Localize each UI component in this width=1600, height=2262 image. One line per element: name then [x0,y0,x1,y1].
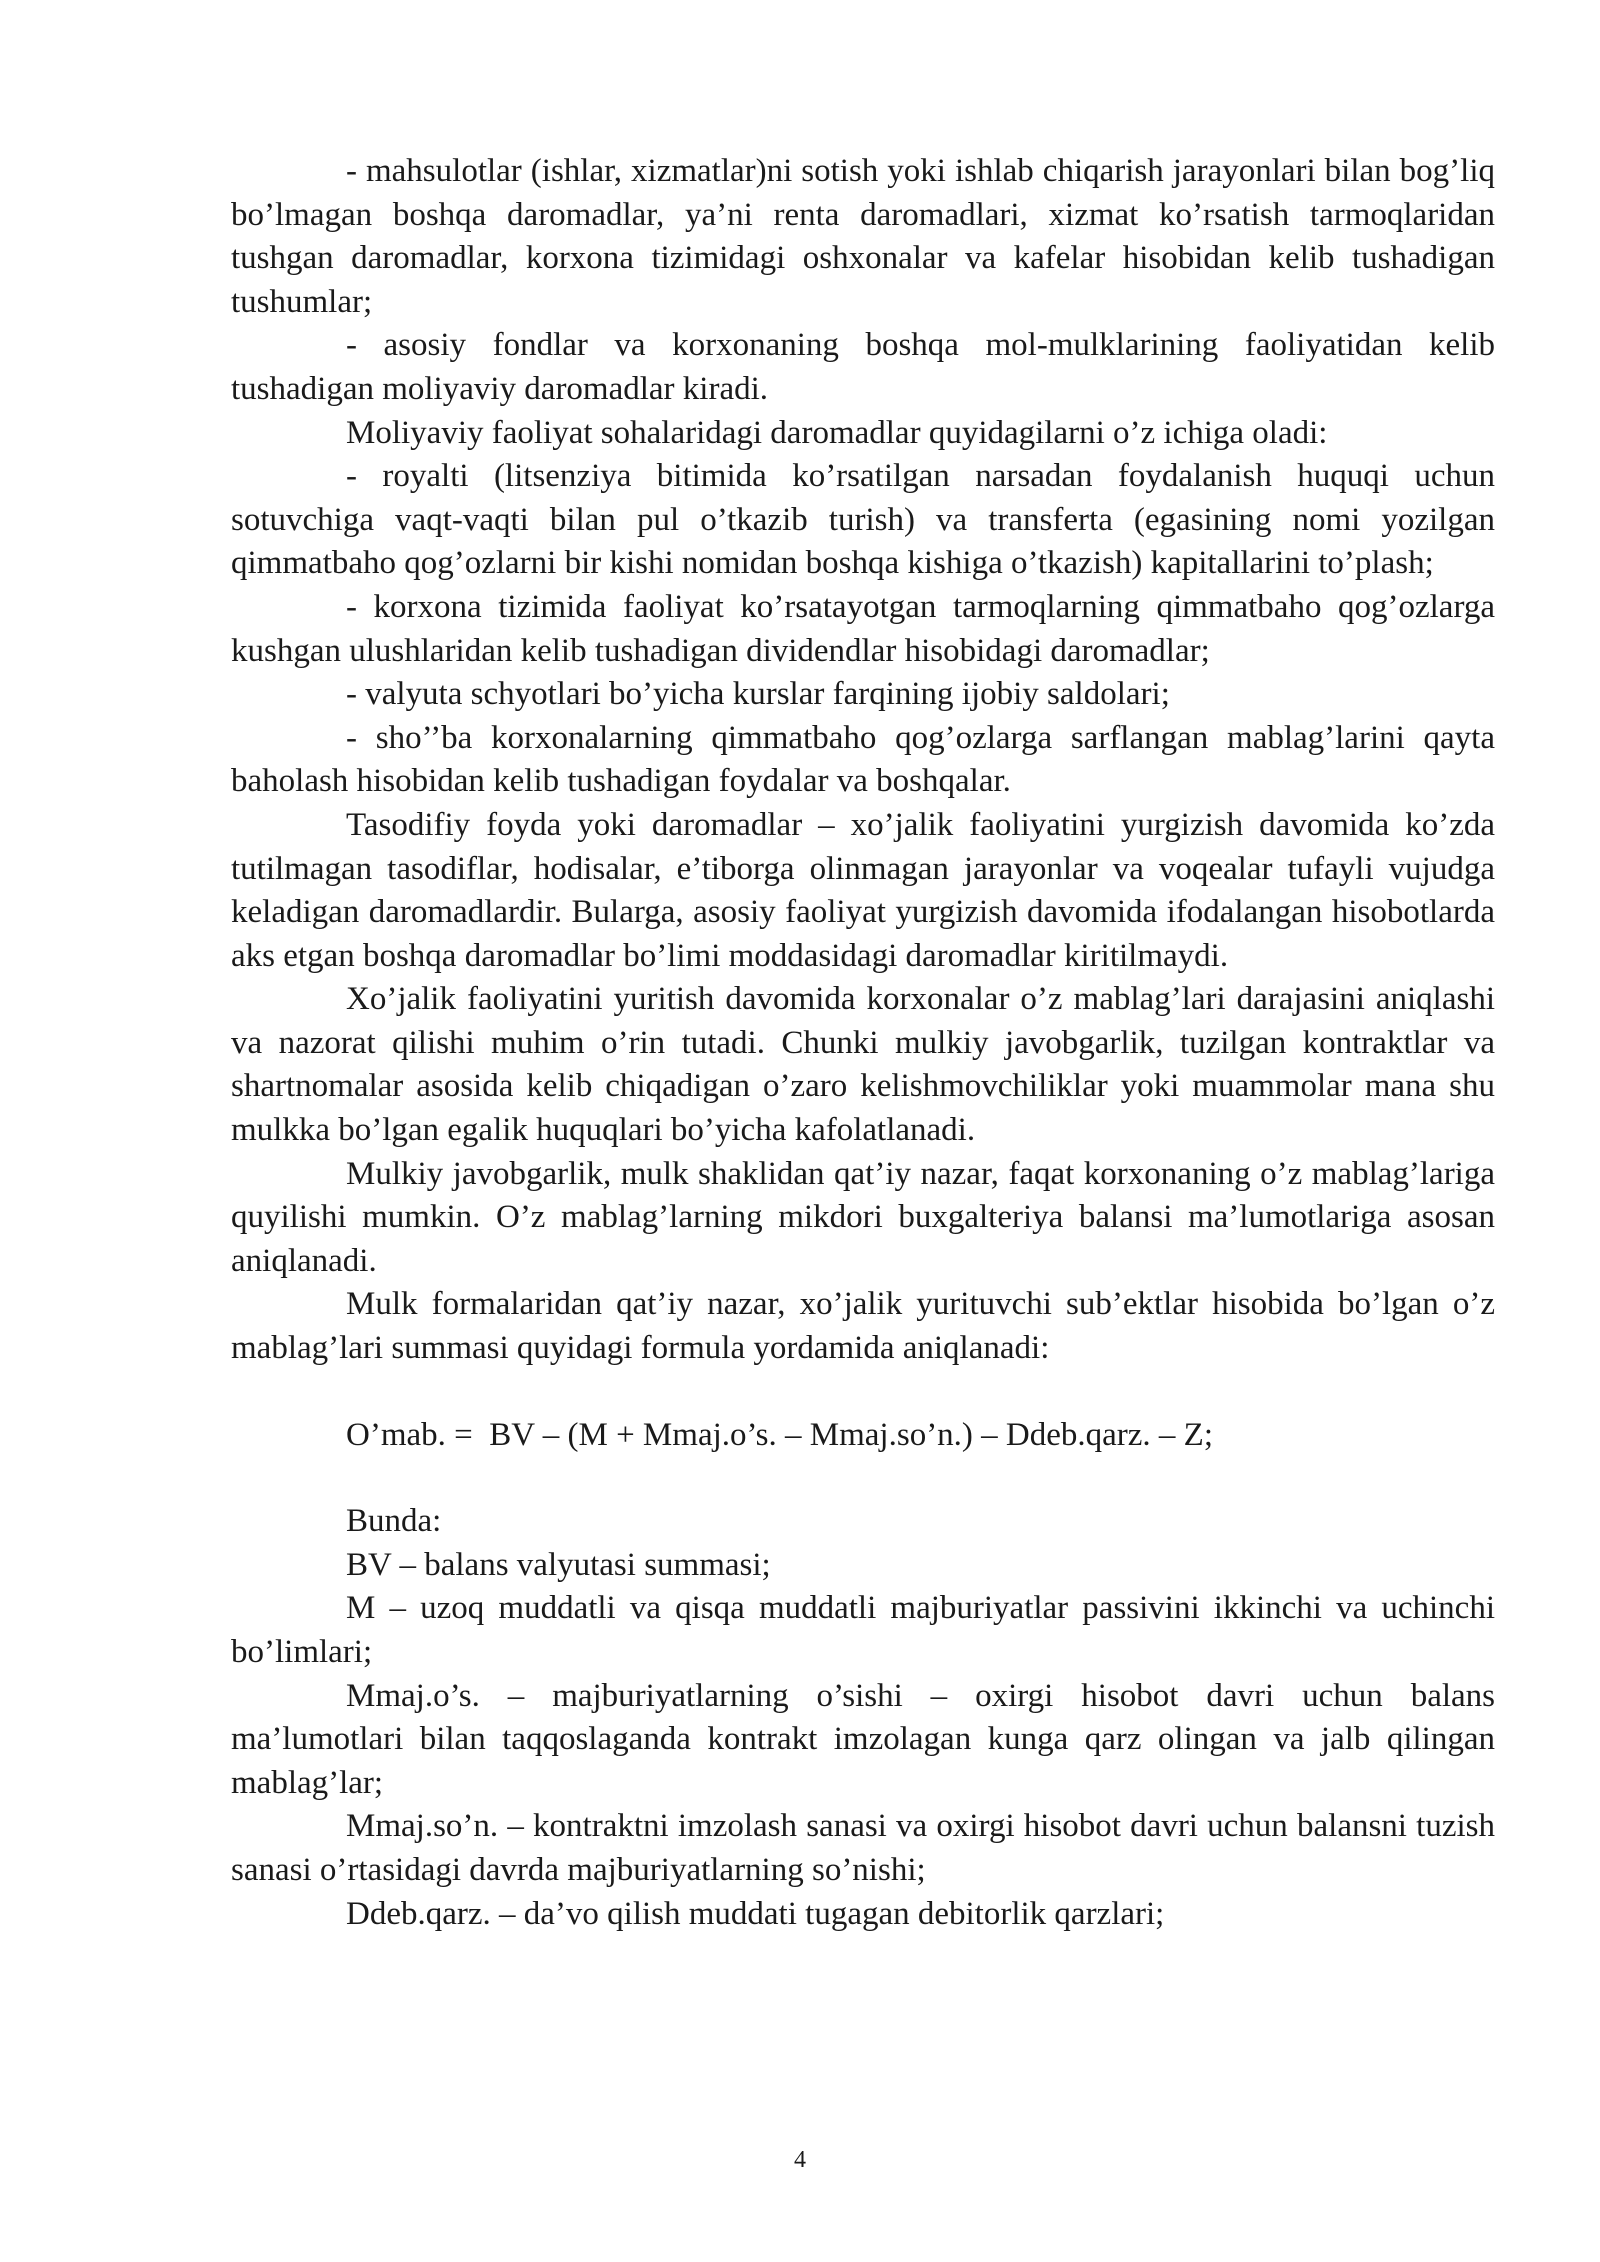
paragraph-own-funds-control: Xo’jalik faoliyatini yuritish davomida korxonalar o’z mablag’lari darajasini aniqlashi va nazorat qilishi muhim o’rin tutadi. Chunki mulkiy javobgarlik, tuzilgan kontraktlar va shartnomalar asosida kelib chiqadigan o’zaro kelishmovchiliklar yoki muammolar mana shu mulkka bo’lgan egalik huquqlari bo’yicha kafolatlanadi. [231,981,1495,1149]
paragraph-dividends: - korxona tizimida faoliyat ko’rsatayotgan tarmoqlarning qimmatbaho qog’ozlarga kushgan ulushlaridan kelib tushadigan dividendlar hisobidagi daromadlar; [231,588,1495,669]
paragraph-random-income: Tasodifiy foyda yoki daromadlar – xo’jalik faoliyatini yurgizish davomida ko’zda tutilmagan tasodiflar, hodisalar, e’tiborga olinmagan jarayonlar va voqealar tufayli vujudga keladigan daromadlardir. Bularga, asosiy faoliyat yurgizish davomida ifodalangan hisobotlarda aks etgan boshqa daromadlar bo’limi moddasidagi daromadlar kiritilmaydi. [231,806,1495,974]
definition-mmaj-os: Mmaj.o’s. – majburiyatlarning o’sishi – oxirgi hisobot davri uchun balans ma’lumotlari bilan taqqoslaganda kontrakt imzolagan kunga qarz olingan va jalb qilingan mablag’lar; [231,1677,1495,1801]
definition-m: M – uzoq muddatli va qisqa muddatli majburiyatlar passivini ikkinchi va uchinchi bo’limlari; [231,1590,1495,1670]
definitions-heading: Bunda: [346,1503,442,1540]
paragraph-non-sales-income: - mahsulotlar (ishlar, xizmatlar)ni sotish yoki ishlab chiqarish jarayonlari bilan bog’liq bo’lmagan boshqa daromadlar, ya’ni renta daromadlari, xizmat ko’rsatish tarmoqlaridan tushgan daromadlar, korxona tizimidagi oshxonalar va kafelar hisobidan kelib tushadigan tushumlar; [231,153,1495,320]
paragraph-royalty: - royalti (litsenziya bitimida ko’rsatilgan narsadan foydalanish huquqi uchun sotuvchiga vaqt-vaqti bilan pul o’tkazib turish) va transferta (egasining nomi yozilgan qimmatbaho qog’ozlarni bir kishi nomidan boshqa kishiga o’tkazish) kapitallarini to’plash; [231,458,1495,582]
definition-mmaj-son: Mmaj.so’n. – kontraktni imzolash sanasi va oxirgi hisobot davri uchun balansni tuzish sanasi o’rtasidagi davrda majburiyatlarning so’nishi; [231,1808,1495,1888]
paragraph-financial-income: - asosiy fondlar va korxonaning boshqa mol-mulklarining faoliyatidan kelib tushadigan moliyaviy daromadlar kiradi. [231,327,1495,407]
definition-bv: BV – balans valyutasi summasi; [346,1546,771,1583]
definition-ddeb-qarz: Ddeb.qarz. – da’vo qilish muddati tugagan debitorlik qarzlari; [346,1895,1165,1932]
own-funds-formula: O’mab. = BV – (M + Mmaj.o’s. – Mmaj.so’n.) – Ddeb.qarz. – Z; [346,1416,1214,1453]
paragraph-financial-activity-intro: Moliyaviy faoliyat sohalaridagi daromadlar quyidagilarni o’z ichiga oladi: [346,414,1328,451]
paragraph-property-liability: Mulkiy javobgarlik, mulk shaklidan qat’iy nazar, faqat korxonaning o’z mablag’lariga quyilishi mumkin. O’z mablag’larning mikdori buxgalteriya balansi ma’lumotlariga asosan aniqlanadi. [231,1155,1495,1279]
paragraph-formula-intro: Mulk formalaridan qat’iy nazar, xo’jalik yurituvchi sub’ektlar hisobida bo’lgan o’z mablag’lari summasi quyidagi formula yordamida aniqlanadi: [231,1286,1495,1367]
document-page [231,150,1495,1936]
paragraph-currency-exchange: - valyuta schyotlari bo’yicha kurslar farqining ijobiy saldolari; [346,676,1170,713]
paragraph-revaluation: - sho’’ba korxonalarning qimmatbaho qog’ozlarga sarflangan mablag’larini qayta baholash hisobidan kelib tushadigan foydalar va boshqalar. [231,719,1495,800]
page-number: 4 [794,2147,806,2173]
